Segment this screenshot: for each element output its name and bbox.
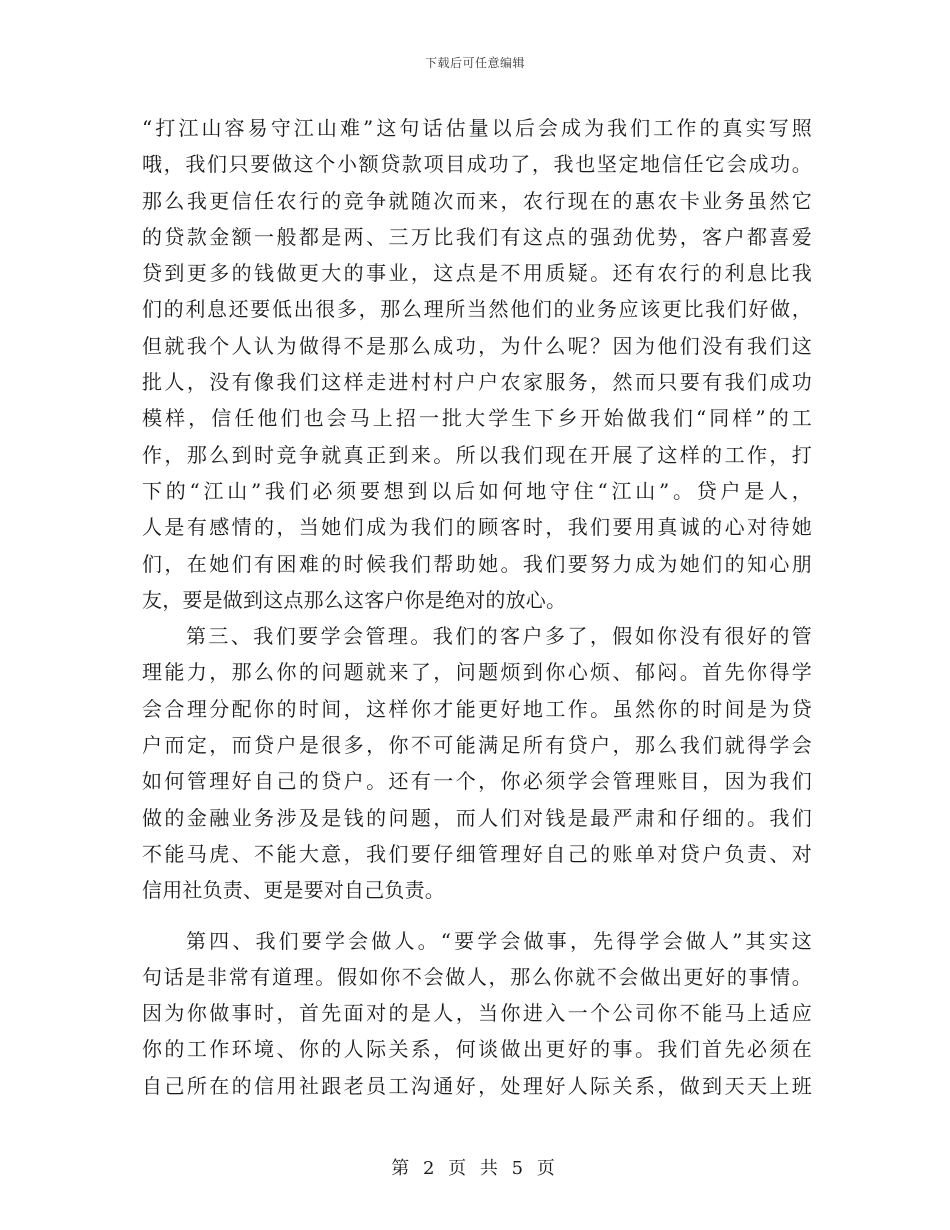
paragraph-2: [142, 618, 812, 908]
paragraph-1: [142, 110, 812, 618]
text-line: 句话是非常有道理。假如你不会做人，那么你就不会做出更好的事情。: [142, 964, 812, 989]
text-line: 因为你做事时，首先面对的是人，当你进入一个公司你不能马上适应: [142, 1001, 812, 1026]
text-line: 人是有感情的，当她们成为我们的顾客时，我们要用真诚的心对待她: [142, 515, 812, 540]
text-line: 如何管理好自己的贷户。还有一个，你必须学会管理账目，因为我们: [142, 769, 812, 794]
page-number: 第 2 页 共 5 页: [391, 1158, 559, 1179]
text-line: 你的工作环境、你的人际关系，何谈做出更好的事。我们首先必须在: [142, 1037, 812, 1062]
text-line: 模样，信任他们也会马上招一批大学生下乡开始做我们“同样”的工: [142, 406, 812, 431]
text-line: 做的金融业务涉及是钱的问题，而人们对钱是最严肃和仔细的。我们: [142, 805, 812, 830]
text-line: 理能力，那么你的问题就来了，问题烦到你心烦、郁闷。首先你得学: [142, 660, 812, 685]
text-line: 作，那么到时竞争就真正到来。所以我们现在开展了这样的工作，打: [142, 442, 812, 467]
page-header: 下载后可任意编辑: [424, 56, 525, 70]
text-line: 会合理分配你的时间，这样你才能更好地工作。虽然你的时间是为贷: [142, 696, 812, 721]
text-line: 贷到更多的钱做更大的事业，这点是不用质疑。还有农行的利息比我: [142, 261, 812, 286]
text-line: 那么我更信任农行的竞争就随次而来，农行现在的惠农卡业务虽然它: [142, 188, 812, 213]
text-line: 的贷款金额一般都是两、三万比我们有这点的强劲优势，客户都喜爱: [142, 224, 812, 249]
text-line: 哦，我们只要做这个小额贷款项目成功了，我也坚定地信任它会成功。: [142, 152, 812, 177]
text-line: 们，在她们有困难的时候我们帮助她。我们要努力成为她们的知心朋: [142, 551, 812, 576]
document-body: [142, 110, 812, 1104]
text-line: 第四、我们要学会做人。“要学会做事，先得学会做人”其实这: [186, 928, 812, 953]
paragraph-spacer: [142, 909, 812, 923]
text-line: 但就我个人认为做得不是那么成功，为什么呢？因为他们没有我们这: [142, 333, 812, 358]
text-line: 们的利息还要低出很多，那么理所当然他们的业务应该更比我们好做，: [142, 297, 812, 322]
text-line: 第三、我们要学会管理。我们的客户多了，假如你没有很好的管: [186, 624, 812, 649]
text-line: 下的“江山”我们必须要想到以后如何地守住“江山”。贷户是人，: [142, 478, 812, 503]
text-line: 批人，没有像我们这样走进村村户户农家服务，然而只要有我们成功: [142, 370, 812, 395]
text-line: 信用社负责、更是要对自己负责。: [142, 878, 445, 903]
text-line: 不能马虎、不能大意，我们要仔细管理好自己的账单对贷户负责、对: [142, 841, 812, 866]
text-line: “打江山容易守江山难”这句话估量以后会成为我们工作的真实写照: [142, 116, 812, 140]
text-line: 自己所在的信用社跟老员工沟通好，处理好人际关系，做到天天上班: [142, 1073, 812, 1098]
text-line: 友，要是做到这点那么这客户你是绝对的放心。: [142, 587, 567, 612]
text-line: 户而定，而贷户是很多，你不可能满足所有贷户，那么我们就得学会: [142, 733, 812, 758]
paragraph-3: [142, 923, 812, 1104]
